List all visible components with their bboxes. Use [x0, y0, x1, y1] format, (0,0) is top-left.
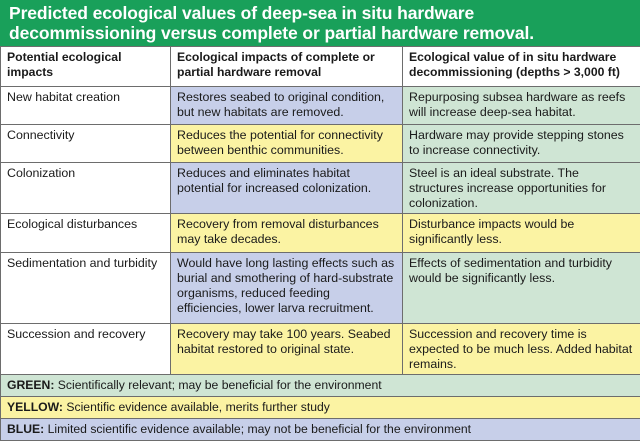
impact-cell: New habitat creation	[1, 87, 171, 125]
insitu-cell: Repurposing subsea hardware as reefs will increase deep-sea habitat.	[403, 87, 640, 125]
insitu-cell: Succession and recovery time is expected to be much less. Added habitat remains.	[403, 324, 640, 375]
impact-cell: Succession and recovery	[1, 324, 171, 375]
legend-key: YELLOW:	[7, 400, 63, 414]
removal-cell: Recovery from removal disturbances may take decades.	[171, 214, 403, 253]
legend-text: Limited scientific evidence available; may not be beneficial for the environment	[48, 422, 471, 436]
title-line-2: decommissioning versus complete or partial hardware removal.	[9, 23, 632, 43]
header-row	[1, 47, 640, 87]
table-row	[1, 253, 640, 324]
impact-cell: Sedimentation and turbidity	[1, 253, 171, 324]
legend-text: Scientific evidence available, merits further study	[66, 400, 330, 414]
legend-green	[1, 375, 640, 397]
header-potential-impacts: Potential ecological impacts	[1, 47, 171, 87]
impact-cell: Connectivity	[1, 125, 171, 163]
comparison-table	[0, 46, 640, 441]
legend-text: Scientifically relevant; may be beneficial for the environment	[58, 378, 382, 392]
removal-cell: Reduces and eliminates habitat potential for increased colonization.	[171, 163, 403, 214]
title-line-1: Predicted ecological values of deep-sea in situ hardware	[9, 3, 632, 23]
table-title	[0, 0, 640, 46]
insitu-cell: Disturbance impacts would be significantly less.	[403, 214, 640, 253]
table-row	[1, 125, 640, 163]
impact-cell: Colonization	[1, 163, 171, 214]
removal-cell: Recovery may take 100 years. Seabed habitat restored to original state.	[171, 324, 403, 375]
legend-yellow	[1, 397, 640, 419]
header-removal-impacts: Ecological impacts of complete or partial hardware removal	[171, 47, 403, 87]
insitu-cell: Effects of sedimentation and turbidity would be significantly less.	[403, 253, 640, 324]
legend-key: GREEN:	[7, 378, 54, 392]
removal-cell: Would have long lasting effects such as burial and smothering of hard-substrate organisms, reduced feeding efficiencies, lower larva recruitment.	[171, 253, 403, 324]
table-row	[1, 163, 640, 214]
removal-cell: Reduces the potential for connectivity between benthic communities.	[171, 125, 403, 163]
table-row	[1, 214, 640, 253]
impact-cell: Ecological disturbances	[1, 214, 171, 253]
header-insitu-value: Ecological value of in situ hardware decommissioning (depths > 3,000 ft)	[403, 47, 640, 87]
table-row	[1, 324, 640, 375]
insitu-cell: Steel is an ideal substrate. The structures increase opportunities for colonization.	[403, 163, 640, 214]
removal-cell: Restores seabed to original condition, but new habitats are removed.	[171, 87, 403, 125]
insitu-cell: Hardware may provide stepping stones to increase connectivity.	[403, 125, 640, 163]
legend-key: BLUE:	[7, 422, 44, 436]
legend-blue	[1, 419, 640, 441]
table-row	[1, 87, 640, 125]
